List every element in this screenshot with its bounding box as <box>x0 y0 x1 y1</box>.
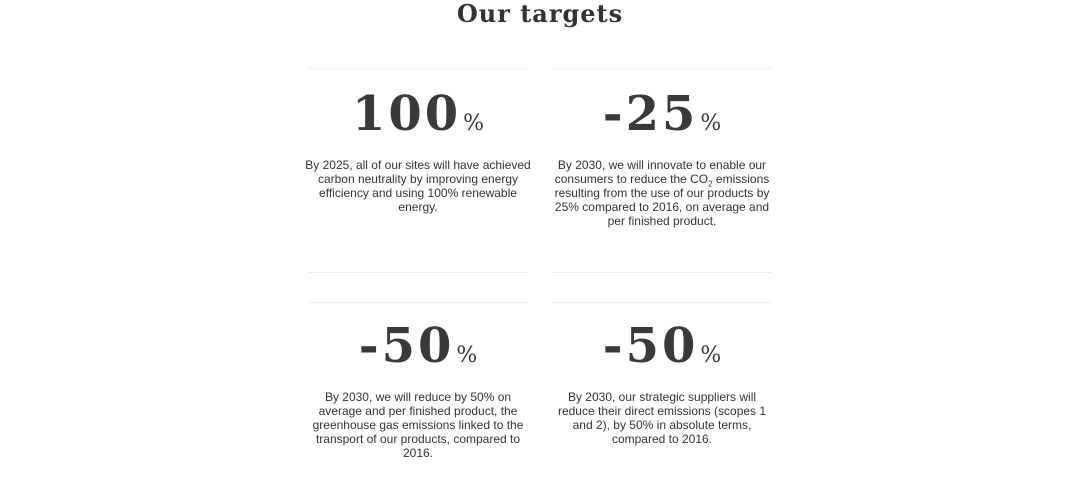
card-divider-top <box>552 302 772 303</box>
target-unit: % <box>456 343 478 368</box>
target-value: -50 <box>602 318 699 374</box>
co2-subscript: 2 <box>708 179 713 189</box>
target-card-carbon-neutral-sites <box>305 68 531 272</box>
card-divider-top <box>308 68 528 69</box>
target-unit: % <box>463 111 485 136</box>
target-description <box>548 158 776 228</box>
target-stat <box>308 86 528 142</box>
target-description: By 2030, we will reduce by 50% on average and per finished product, the greenhouse gas emissions linked to the transport of our products, compared to 2016. <box>312 390 524 460</box>
card-divider-top <box>552 68 772 69</box>
target-description-part: emissions resulting from the use of our products by 25% compared to 2016, on average and per finished product. <box>554 172 770 228</box>
target-description: By 2030, our strategic suppliers will reduce their direct emissions (scopes 1 and 2), by 50% in absolute terms, compared to 2016. <box>557 390 767 446</box>
target-unit: % <box>700 111 722 136</box>
target-stat <box>552 318 772 374</box>
target-description: By 2025, all of our sites will have achieved carbon neutrality by improving energy efficiency and using 100% renewable energy. <box>305 158 531 214</box>
target-stat <box>308 318 528 374</box>
card-divider-bottom <box>552 272 772 273</box>
target-card-transport-emissions <box>308 302 528 482</box>
target-card-supplier-emissions <box>552 302 772 482</box>
target-card-consumer-emissions <box>552 68 772 272</box>
target-value: -50 <box>358 318 455 374</box>
target-unit: % <box>700 343 722 368</box>
target-value: -25 <box>602 86 699 142</box>
card-divider-bottom <box>308 272 528 273</box>
target-description-part: By 2030, we will innovate to enable our consumers to reduce the CO <box>554 158 767 186</box>
page-title: Our targets <box>456 0 624 28</box>
target-stat <box>552 86 772 142</box>
target-value: 100 <box>351 86 462 142</box>
card-divider-top <box>308 302 528 303</box>
